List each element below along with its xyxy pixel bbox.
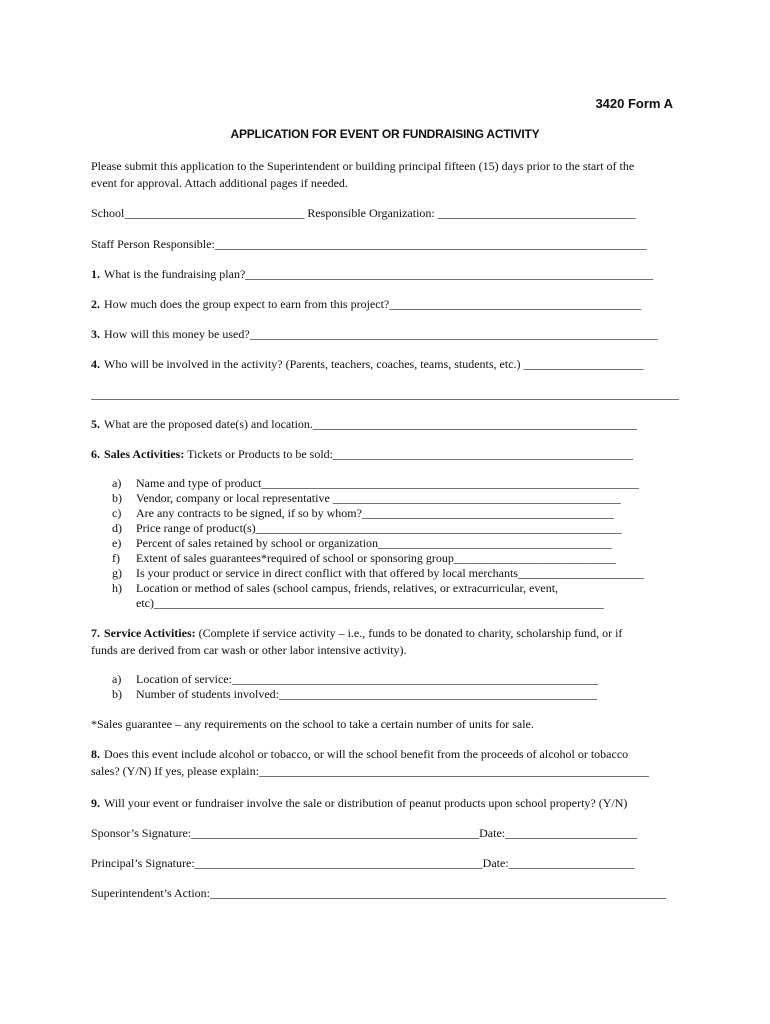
- question-text: Will your event or fundraiser involve the sale or distribution of peanut products upon school property? (Y/N): [104, 796, 628, 810]
- intro-paragraph: [91, 158, 681, 192]
- question-5[interactable]: [91, 416, 681, 433]
- list-item-text: Are any contracts to be signed, if so by whom?__________________________________________: [136, 506, 614, 520]
- list-marker: e): [112, 536, 122, 550]
- question-text: How will this money be used?____________________________________________________________________: [104, 327, 658, 341]
- list-item[interactable]: [112, 536, 682, 551]
- intro-line-1: Please submit this application to the Superintendent or building principal fifteen (15) days prior to the start of the: [91, 159, 635, 173]
- list-item-text: Location or method of sales (school campus, friends, relatives, or extracurricular, event,: [136, 581, 559, 595]
- list-marker: d): [112, 521, 122, 535]
- list-item[interactable]: [112, 491, 682, 506]
- list-item-text: Vendor, company or local representative ________________________________________________: [136, 491, 621, 505]
- list-marker: c): [112, 506, 122, 520]
- question-8[interactable]: [91, 746, 681, 780]
- question-number: 1.: [91, 267, 100, 281]
- question-text: Who will be involved in the activity? (Parents, teachers, coaches, teams, students, etc.) ____________________: [104, 357, 644, 371]
- list-marker: h): [112, 581, 122, 595]
- sponsor-signature-field[interactable]: Sponsor’s Signature:________________________________________________Date:______________________: [91, 826, 638, 840]
- list-item-text: Location of service:_____________________________________________________________: [136, 672, 598, 686]
- question-text: What is the fundraising plan?____________________________________________________________________: [104, 267, 654, 281]
- question-number: 3.: [91, 327, 100, 341]
- question-number: 2.: [91, 297, 100, 311]
- list-marker: b): [112, 491, 122, 505]
- list-item-continuation[interactable]: [112, 596, 682, 611]
- question-heading: Service Activities:: [104, 626, 196, 640]
- list-item-text: Name and type of product_______________________________________________________________: [136, 476, 640, 490]
- staff-person-field[interactable]: Staff Person Responsible:________________________________________________________________________: [91, 237, 647, 251]
- question-heading: Sales Activities:: [104, 447, 185, 461]
- question-7-line-2: funds are derived from car wash or other labor intensive activity).: [91, 643, 407, 657]
- list-item-text: Number of students involved:_____________________________________________________: [136, 687, 597, 701]
- list-item[interactable]: [112, 476, 682, 491]
- question-8-line-2: sales? (Y/N) If yes, please explain:_________________________________________________________________: [91, 764, 649, 778]
- list-item[interactable]: [112, 551, 682, 566]
- list-marker: g): [112, 566, 122, 580]
- list-marker: f): [112, 551, 120, 565]
- question-text: How much does the group expect to earn from this project?__________________________________________: [104, 297, 642, 311]
- form-id: 3420 Form A: [595, 96, 673, 111]
- question-number: 6.: [91, 447, 100, 461]
- intro-line-2: event for approval. Attach additional pages if needed.: [91, 176, 348, 190]
- list-item[interactable]: [112, 672, 682, 687]
- list-marker: b): [112, 687, 122, 701]
- question-7-line-1: [91, 625, 681, 642]
- question-4[interactable]: [91, 356, 681, 373]
- list-item-text: Price range of product(s)_____________________________________________________________: [136, 521, 622, 535]
- question-number: 7.: [91, 626, 100, 640]
- list-item-text: Percent of sales retained by school or organization_______________________________________: [136, 536, 613, 550]
- service-activities-list: [112, 672, 682, 702]
- question-number: 5.: [91, 417, 100, 431]
- question-number: 9.: [91, 796, 100, 810]
- list-item[interactable]: [112, 521, 682, 536]
- sales-activities-list: [112, 476, 682, 611]
- school-organization-field[interactable]: School______________________________ Responsible Organization: _________________________________: [91, 206, 636, 220]
- question-text: Does this event include alcohol or tobacco, or will the school benefit from the proceeds of alcohol or tobacco: [104, 747, 629, 761]
- question-3[interactable]: [91, 326, 681, 343]
- question-number: 8.: [91, 747, 100, 761]
- question-text: (Complete if service activity – i.e., funds to be donated to charity, scholarship fund, or if: [195, 626, 623, 640]
- list-item[interactable]: [112, 687, 682, 702]
- list-item[interactable]: [112, 566, 682, 581]
- form-title: APPLICATION FOR EVENT OR FUNDRAISING ACTIVITY: [230, 127, 540, 141]
- question-2[interactable]: [91, 296, 681, 313]
- list-item-text: etc)___________________________________________________________________________: [136, 596, 604, 610]
- question-7: [91, 625, 681, 659]
- question-number: 4.: [91, 357, 100, 371]
- question-text: What are the proposed date(s) and location.______________________________________________________: [104, 417, 637, 431]
- question-6[interactable]: [91, 446, 681, 463]
- sales-guarantee-note: *Sales guarantee – any requirements on the school to take a certain number of units for sale.: [91, 717, 534, 731]
- question-text: Tickets or Products to be sold:__________________________________________________: [184, 447, 634, 461]
- list-item[interactable]: [112, 506, 682, 521]
- principal-signature-field[interactable]: Principal’s Signature:________________________________________________Date:_____________________: [91, 856, 635, 870]
- question-1[interactable]: [91, 266, 681, 283]
- list-item[interactable]: [112, 581, 682, 596]
- question-8-line-1: [91, 746, 681, 763]
- list-item-text: Extent of sales guarantees*required of school or sponsoring group___________________________: [136, 551, 616, 565]
- question-9[interactable]: [91, 795, 681, 812]
- superintendent-action-field[interactable]: Superintendent’s Action:____________________________________________________________________________: [91, 886, 666, 900]
- list-marker: a): [112, 476, 122, 490]
- list-marker: a): [112, 672, 122, 686]
- list-item-text: Is your product or service in direct conflict with that offered by local merchants_____________________: [136, 566, 644, 580]
- question-4-continuation[interactable]: __________________________________________________________________________________________________: [91, 387, 679, 401]
